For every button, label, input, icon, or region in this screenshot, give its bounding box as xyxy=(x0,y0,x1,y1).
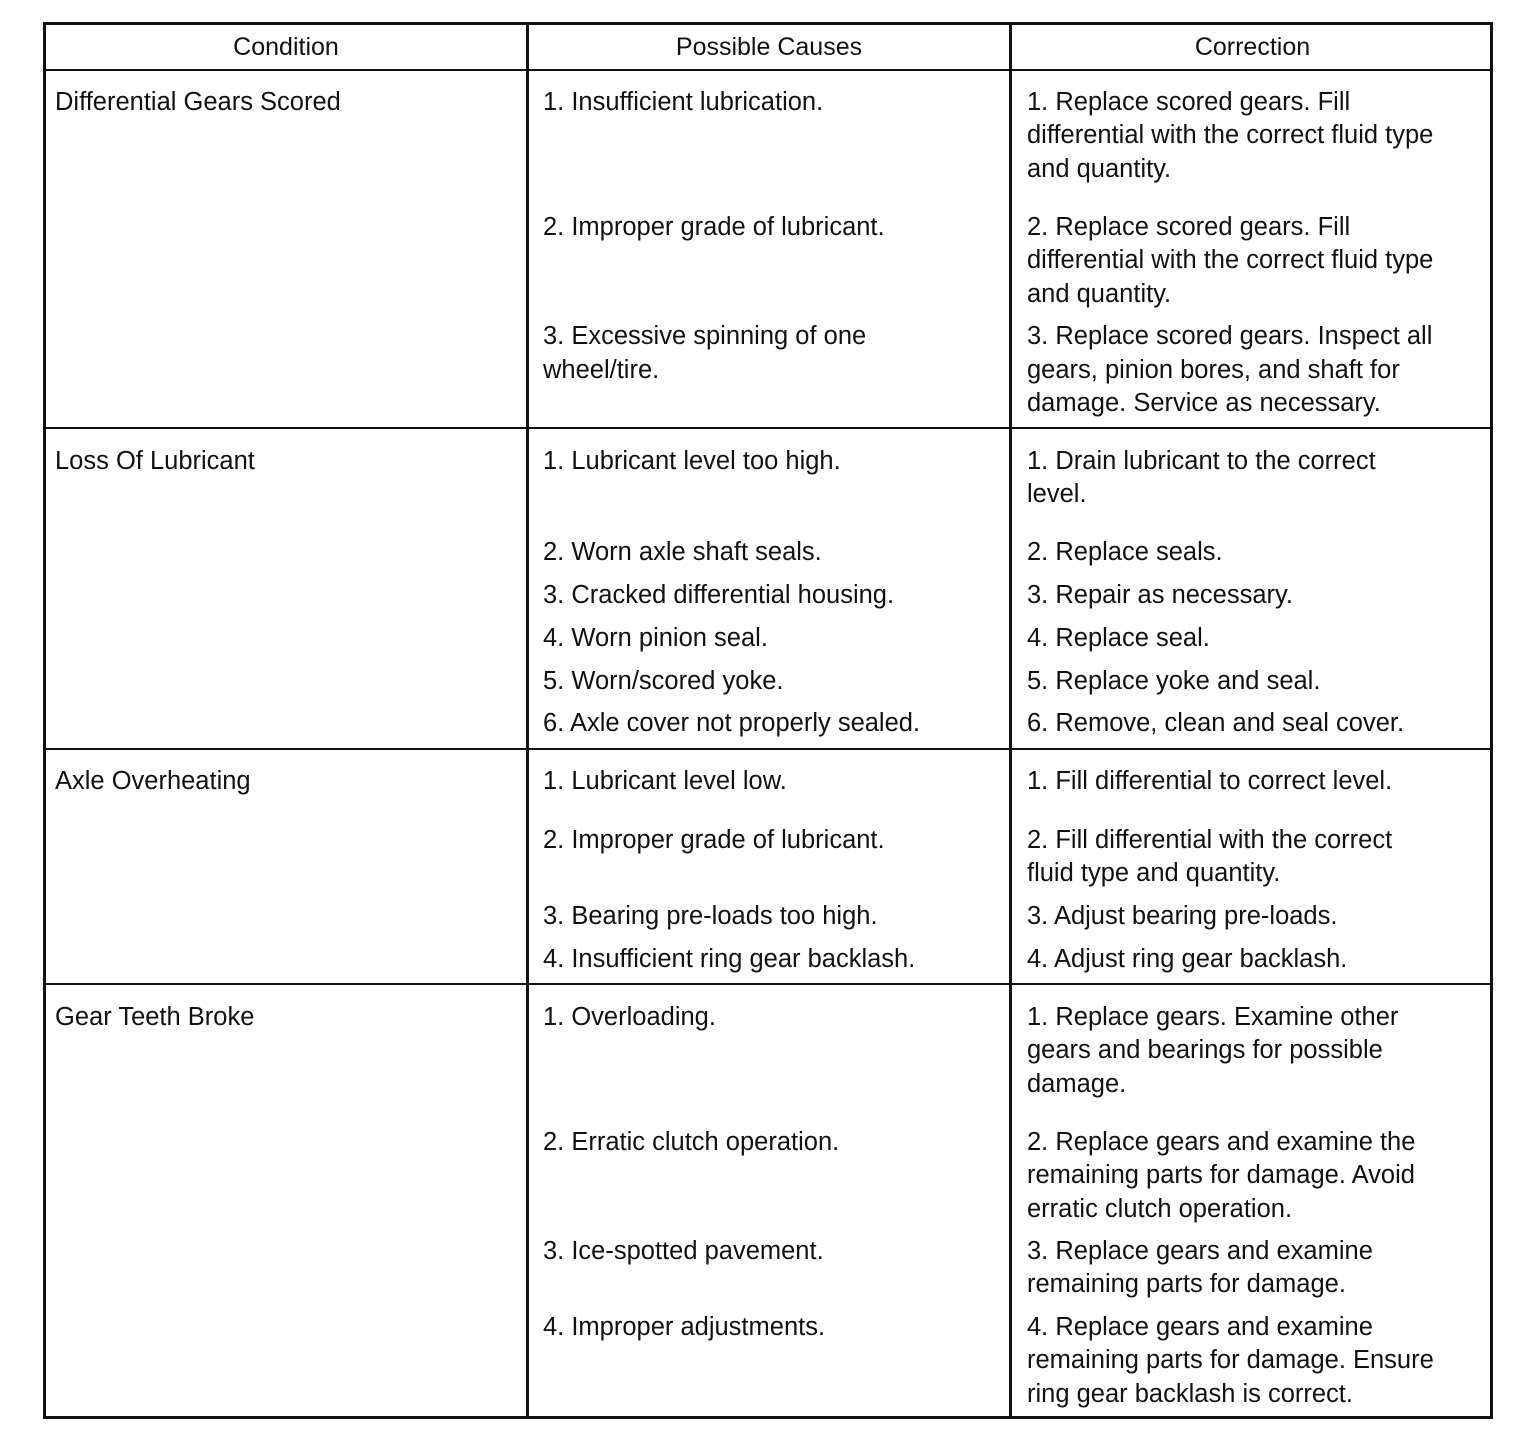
correction-line: differential with the correct fluid type xyxy=(1027,121,1434,149)
correction-line: 3. Adjust bearing pre-loads. xyxy=(1027,902,1338,930)
cause-line: 5. Worn/scored yoke. xyxy=(543,667,784,695)
correction-line: and quantity. xyxy=(1027,155,1172,183)
correction-line: damage. Service as necessary. xyxy=(1027,389,1381,417)
cause-line: 4. Worn pinion seal. xyxy=(543,624,768,652)
correction-line: level. xyxy=(1027,480,1087,508)
correction-line: 3. Replace gears and examine xyxy=(1027,1237,1373,1265)
cause-line: 4. Insufficient ring gear backlash. xyxy=(543,945,916,973)
correction-line: 3. Repair as necessary. xyxy=(1027,581,1293,609)
correction-line: fluid type and quantity. xyxy=(1027,859,1281,887)
correction-line: 4. Adjust ring gear backlash. xyxy=(1027,945,1348,973)
correction-line: 4. Replace seal. xyxy=(1027,624,1210,652)
row-divider xyxy=(46,748,1490,750)
correction-line: 1. Fill differential to correct level. xyxy=(1027,767,1393,795)
condition-cell: Loss Of Lubricant xyxy=(55,447,255,475)
correction-line: 1. Drain lubricant to the correct xyxy=(1027,447,1376,475)
cause-line: 3. Cracked differential housing. xyxy=(543,581,895,609)
condition-cell: Differential Gears Scored xyxy=(55,88,341,116)
header-correction: Correction xyxy=(1194,33,1311,61)
correction-line: 2. Replace gears and examine the xyxy=(1027,1128,1416,1156)
correction-line: remaining parts for damage. Avoid xyxy=(1027,1161,1415,1189)
cause-line: 6. Axle cover not properly sealed. xyxy=(543,709,921,737)
correction-line: damage. xyxy=(1027,1070,1127,1098)
header-possible-causes: Possible Causes xyxy=(675,33,863,61)
correction-line: ring gear backlash is correct. xyxy=(1027,1380,1353,1408)
condition-cell: Axle Overheating xyxy=(55,767,251,795)
cause-line: 1. Lubricant level low. xyxy=(543,767,787,795)
cause-line: 3. Ice-spotted pavement. xyxy=(543,1237,824,1265)
cause-line: 1. Insufficient lubrication. xyxy=(543,88,824,116)
correction-line: 6. Remove, clean and seal cover. xyxy=(1027,709,1405,737)
cause-line: wheel/tire. xyxy=(543,356,660,384)
correction-line: erratic clutch operation. xyxy=(1027,1195,1293,1223)
correction-line: remaining parts for damage. Ensure xyxy=(1027,1346,1434,1374)
cause-line: 2. Worn axle shaft seals. xyxy=(543,538,822,566)
condition-cell: Gear Teeth Broke xyxy=(55,1003,255,1031)
correction-line: and quantity. xyxy=(1027,280,1172,308)
correction-line: gears, pinion bores, and shaft for xyxy=(1027,356,1400,384)
correction-line: differential with the correct fluid type xyxy=(1027,246,1434,274)
cause-line: 4. Improper adjustments. xyxy=(543,1313,826,1341)
column-divider xyxy=(526,25,529,1416)
correction-line: 3. Replace scored gears. Inspect all xyxy=(1027,322,1433,350)
header-condition: Condition xyxy=(233,33,339,61)
correction-line: 4. Replace gears and examine xyxy=(1027,1313,1373,1341)
correction-line: 1. Replace scored gears. Fill xyxy=(1027,88,1351,116)
cause-line: 3. Bearing pre-loads too high. xyxy=(543,902,878,930)
correction-line: 1. Replace gears. Examine other xyxy=(1027,1003,1399,1031)
correction-line: 5. Replace yoke and seal. xyxy=(1027,667,1321,695)
cause-line: 3. Excessive spinning of one xyxy=(543,322,867,350)
cause-line: 2. Improper grade of lubricant. xyxy=(543,213,885,241)
correction-line: 2. Replace scored gears. Fill xyxy=(1027,213,1351,241)
correction-line: 2. Replace seals. xyxy=(1027,538,1223,566)
row-divider xyxy=(46,983,1490,985)
cause-line: 2. Erratic clutch operation. xyxy=(543,1128,840,1156)
column-divider xyxy=(1009,25,1012,1416)
cause-line: 1. Overloading. xyxy=(543,1003,716,1031)
correction-line: remaining parts for damage. xyxy=(1027,1270,1346,1298)
troubleshooting-table xyxy=(43,22,1493,1419)
correction-line: 2. Fill differential with the correct xyxy=(1027,826,1393,854)
cause-line: 2. Improper grade of lubricant. xyxy=(543,826,885,854)
correction-line: gears and bearings for possible xyxy=(1027,1036,1383,1064)
row-divider xyxy=(46,427,1490,429)
cause-line: 1. Lubricant level too high. xyxy=(543,447,841,475)
